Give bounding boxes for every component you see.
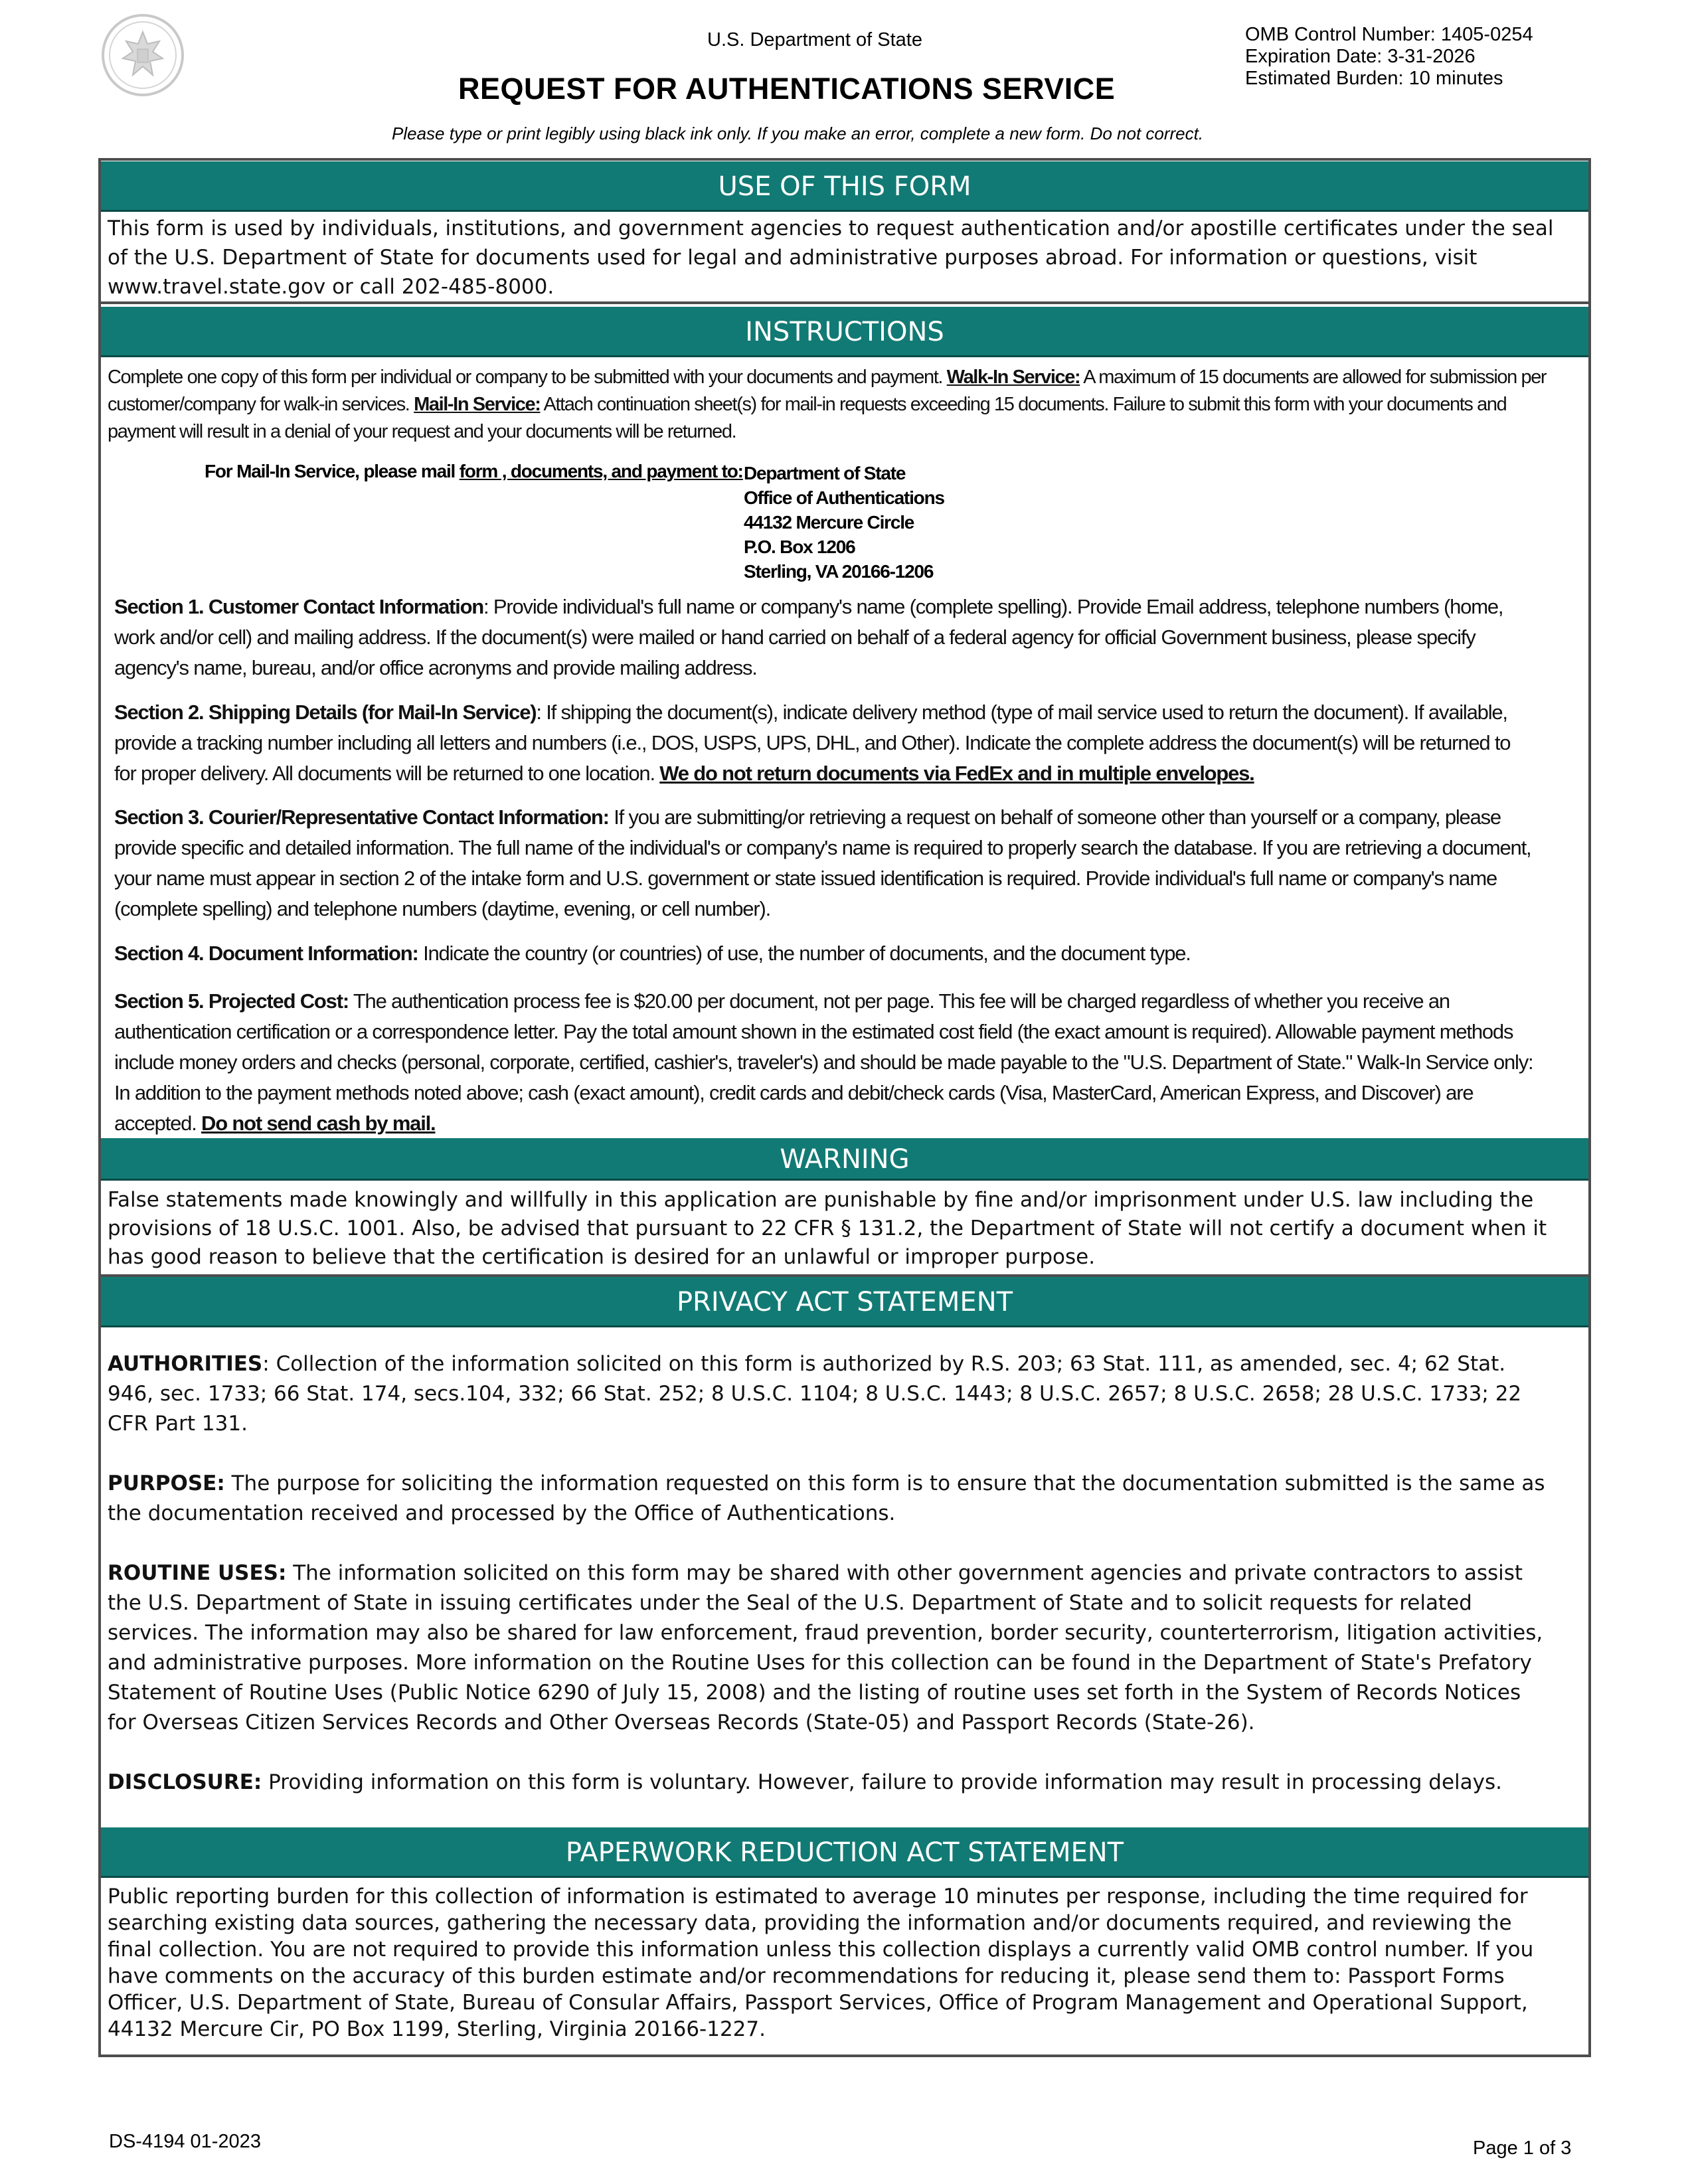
page-number: Page 1 of 3 [1473,2138,1572,2159]
section-4-instructions [114,938,1535,969]
mail-in-address [744,461,944,584]
privacy-routine-uses [108,1558,1555,1738]
address-line: 44132 Mercure Circle [744,512,914,533]
expiration-date: Expiration Date: 3-31-2026 [1245,46,1476,67]
privacy-label: DISCLOSURE: [108,1770,262,1794]
privacy-authorities [108,1349,1555,1439]
address-line: Department of State [744,463,906,483]
form-id: DS-4194 01-2023 [109,2131,261,2152]
privacy-text: Providing information on this form is voluntary. However, failure to provide information may result in processing delays. [268,1770,1502,1794]
privacy-text: Collection of the information solicited on this form is authorized by R.S. 203; 63 Stat. 111, as amended, sec. 4; 62 Stat. 946, sec. 1733; 66 Stat. 174, secs.104, 332; 66 Stat. 252; 8 U.S.C. 1104; 8 U.S.C. 1443; 8 U.S.C. 2657; 8 U.S.C. 2658; 28 U.S.C. 1733; 22 CFR Part 131. [108,1352,1522,1436]
separator: : [262,1352,276,1376]
mail-in-label: Mail-In Service: [414,394,541,415]
mail-label-part: For Mail-In Service, please mail [205,461,460,481]
privacy-text: The purpose for soliciting the information requested on this form is to ensure that the documentation submitted is the same as the documentation received and processed by the Office of Authentications. [108,1471,1545,1525]
separator: : [536,701,547,724]
intro-text-2: A maximum of 15 documents are allowed for submission per customer/company for walk-in services. [108,367,1547,415]
omb-control-number: OMB Control Number: 1405-0254 [1245,24,1533,45]
privacy-disclosure [108,1768,1555,1798]
separator [262,1770,268,1794]
instructions-heading: INSTRUCTIONS [101,307,1588,357]
walk-in-label: Walk-In Service: [946,367,1080,388]
warning-heading: WARNING [101,1138,1588,1181]
section-label: Section 1. Customer Contact Information [114,595,484,618]
privacy-label: AUTHORITIES [108,1352,263,1376]
intro-text-1: Complete one copy of this form per individual or company to be submitted with your documents and payment. [108,367,947,388]
divider [101,301,1588,304]
mail-in-address-label [205,461,743,482]
privacy-text: The information solicited on this form may be shared with other government agencies and private contractors to assist the U.S. Department of State in issuing certificates under the Seal of the U.S. Department of State and to solicit requests for related services. The information may also be shared for law enforcement, fraud prevention, border security, counterterrorism, litigation activities, and administrative purposes. More information on the Routine Uses for this collection can be found in the Department of State's Prefatory Statement of Routine Uses (Public Notice 6290 of July 15, 2008) and the listing of routine uses set forth in the System of Records Notices for Overseas Citizen Services Records and Other Overseas Records (State-05) and Passport Records (State-26). [108,1561,1543,1734]
use-of-form-text: This form is used by individuals, institutions, and government agencies to request authentication and/or apostille certificates under the seal of the U.S. Department of State for documents used for legal and administrative purposes abroad. For information or questions, visit www.travel.state.gov or call 202-485-8000. [108,216,1554,299]
separator: : [483,595,493,618]
mail-label-underlined: form , documents, and payment to: [459,461,743,481]
privacy-label: ROUTINE USES: [108,1561,287,1585]
omb-block [1245,24,1533,90]
address-line: P.O. Box 1206 [744,537,855,557]
section-text: Provide individual's full name or company's name (complete spelling). Provide Email address, telephone numbers (home, work and/or cell) and mailing address. If the document(s) were mailed or hand carried on behalf of a federal agency for official Government business, please specify agency's name, bureau, and/or office acronyms and provide mailing address. [114,595,1503,679]
section-emphasis: We do not return documents via FedEx and in multiple envelopes. [659,762,1254,785]
section-text: Indicate the country (or countries) of use, the number of documents, and the document type. [423,942,1191,965]
section-label: Section 4. Document Information: [114,942,418,965]
address-line: Office of Authentications [744,487,944,508]
privacy-label: PURPOSE: [108,1471,225,1495]
section-label: Section 5. Projected Cost: [114,989,349,1013]
estimated-burden: Estimated Burden: 10 minutes [1245,68,1503,89]
department-name: U.S. Department of State [707,29,922,50]
section-label: Section 3. Courier/Representative Contact Information: [114,805,609,829]
section-5-instructions [114,986,1535,1139]
separator [418,942,423,965]
separator [349,989,353,1013]
section-1-instructions [114,592,1535,683]
section-3-instructions [114,802,1535,924]
separator [225,1471,232,1495]
privacy-statement [108,1349,1555,1827]
privacy-heading: PRIVACY ACT STATEMENT [101,1277,1588,1327]
privacy-purpose [108,1469,1555,1529]
paperwork-text: Public reporting burden for this collection of information is estimated to average 10 minutes per response, including the time required for searching existing data sources, gathering the necessary data, providing the information and/or documents required, and reviewing the final collection. You are not required to provide this information unless this collection displays a currently valid OMB control number. If you have comments on the accuracy of this burden estimate and/or recommendations for reducing it, please send them to: Passport Forms Officer, U.S. Department of State, Bureau of Consular Affairs, Passport Services, Office of Program Management and Operational Support, 44132 Mercure Cir, PO Box 1199, Sterling, Virginia 20166-1227. [108,1885,1534,2041]
section-emphasis: Do not send cash by mail. [201,1112,436,1135]
paperwork-heading: PAPERWORK REDUCTION ACT STATEMENT [101,1827,1588,1878]
ink-instructions: Please type or print legibly using black ink only. If you make an error, complete a new form. Do not correct. [392,124,1204,143]
section-2-instructions [114,697,1535,789]
warning-text: False statements made knowingly and willfully in this application are punishable by fine and/or imprisonment under U.S. law including the provisions of 18 U.S.C. 1001. Also, be advised that pursuant to 22 CFR § 131.2, the Department of State will not certify a document when it has good reason to believe that the certification is desired for an unlawful or improper purpose. [108,1188,1547,1269]
instructions-intro [108,364,1555,446]
us-seal-icon [100,12,186,98]
section-label: Section 2. Shipping Details (for Mail-In Service) [114,701,537,724]
section-text: If you are submitting/or retrieving a request on behalf of someone other than yourself or a company, please provide specific and detailed information. The full name of the individual's or company's name is required to properly search the database. If you are retrieving a document, your name must appear in section 2 of the intake form and U.S. government or state issued identification is required. Provide individual's full name or company's name (complete spelling) and telephone numbers (daytime, evening, or cell number). [114,805,1531,920]
form-title: REQUEST FOR AUTHENTICATIONS SERVICE [458,72,1116,106]
section-text: The authentication process fee is $20.00 per document, not per page. This fee will be charged regardless of whether you receive an authentication certification or a correspondence letter. Pay the total amount shown in the estimated cost field (the exact amount is required). Allowable payment methods include money orders and checks (personal, corporate, certified, cashier's, traveler's) and should be made payable to the "U.S. Department of State." Walk-In Service only: In addition to the payment methods noted above; cash (exact amount), credit cards and debit/check cards (Visa, MasterCard, American Express, and Discover) are accepted. [114,989,1533,1135]
intro-text-3: Attach continuation sheet(s) for mail-in requests exceeding 15 documents. Failure to submit this form with your documents and payment will result in a denial of your request and your documents will be returned. [108,394,1507,442]
use-of-form-heading: USE OF THIS FORM [101,161,1588,212]
section-text: If shipping the document(s), indicate delivery method (type of mail service used to return the document). If available, provide a tracking number including all letters and numbers (i.e., DOS, USPS, UPS, DHL, and Other). Indicate the complete address the document(s) will be returned to for proper delivery. All documents will be returned to one location. [114,701,1511,785]
address-line: Sterling, VA 20166-1206 [744,561,934,582]
separator [286,1561,293,1585]
